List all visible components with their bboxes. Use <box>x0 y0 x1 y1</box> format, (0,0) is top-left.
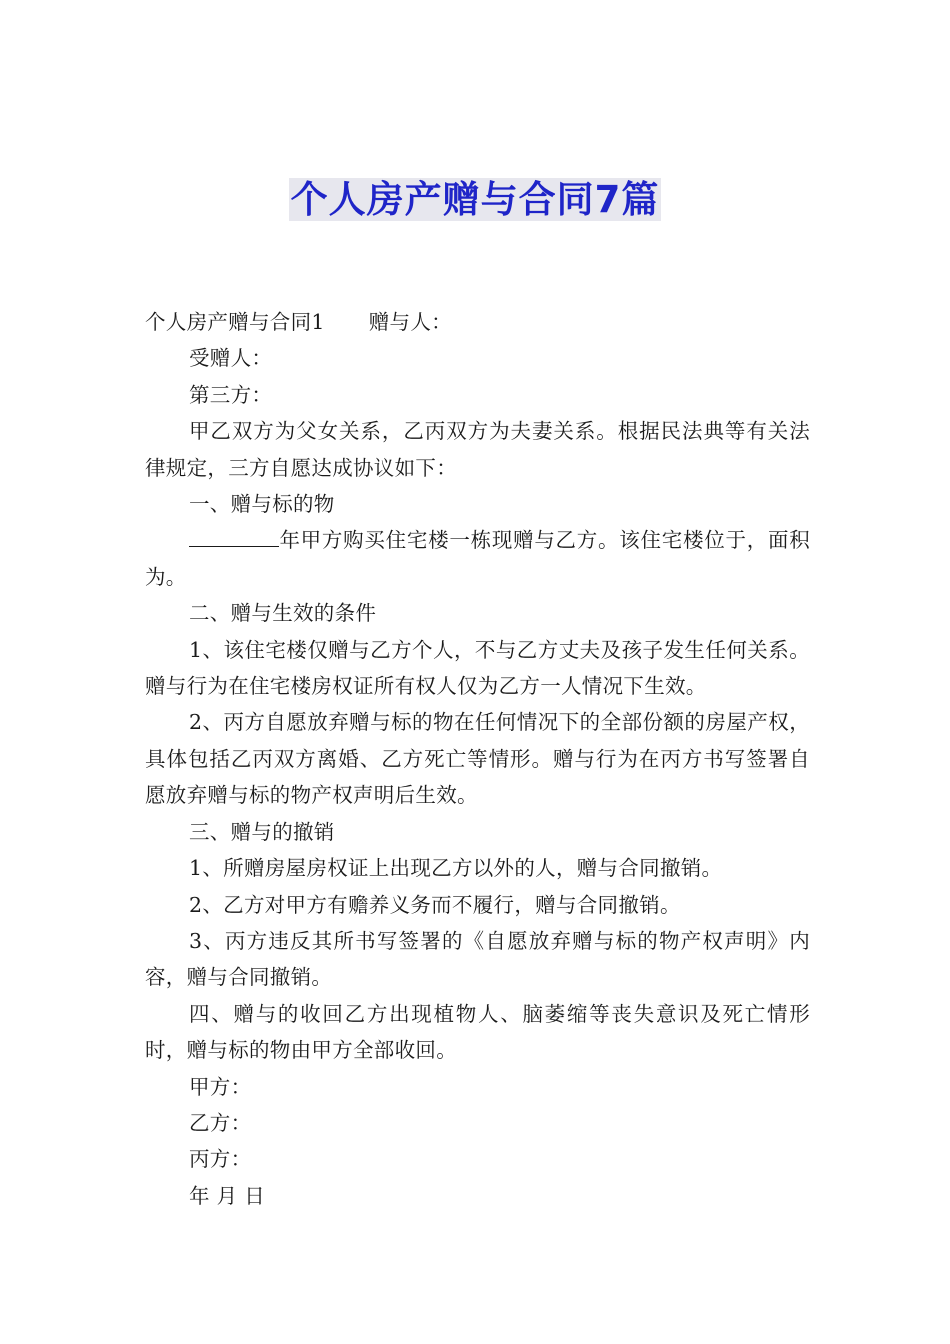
section-heading-3: 三、赠与的撤销 <box>189 819 335 844</box>
revocation-1-paragraph: 1、所赠房屋房权证上出现乙方以外的人，赠与合同撤销。 <box>189 856 723 881</box>
section-heading-1: 一、赠与标的物 <box>189 492 335 517</box>
section-4-paragraph: 四、赠与的收回乙方出现植物人、脑萎缩等丧失意识及死亡情形时，赠与标的物由甲方全部收回。 <box>145 1001 810 1063</box>
condition-1-paragraph: 1、该住宅楼仅赠与乙方个人，不与乙方丈夫及孩子发生任何关系。赠与行为在住宅楼房权证所有权人仅为乙方一人情况下生效。 <box>145 637 810 699</box>
section-heading-2: 二、赠与生效的条件 <box>189 601 377 626</box>
party-c-signature-line: 丙方： <box>189 1147 252 1172</box>
party-a-signature-line: 甲方： <box>189 1074 252 1099</box>
document-title <box>0 172 950 228</box>
recipient-line: 受赠人： <box>189 346 273 371</box>
party-b-signature-line: 乙方： <box>189 1110 252 1135</box>
document-body <box>145 304 810 1214</box>
donor-label: 赠与人： <box>368 310 452 334</box>
gift-object-text: 年甲方购买住宅楼一栋现赠与乙方。该住宅楼位于，面积为。 <box>145 528 810 589</box>
contract-heading: 个人房产赠与合同1 <box>145 310 325 334</box>
revocation-2-paragraph: 2、乙方对甲方有赡养义务而不履行，赠与合同撤销。 <box>189 892 681 917</box>
third-party-line: 第三方： <box>189 382 273 407</box>
document-title-text: 个人房产赠与合同7篇 <box>290 178 660 221</box>
revocation-3-paragraph: 3、丙方违反其所书写签署的《自愿放弃赠与标的物产权声明》内容，赠与合同撤销。 <box>145 928 810 990</box>
date-line: 年 月 日 <box>189 1183 266 1208</box>
first-line <box>145 304 810 340</box>
preamble-paragraph: 甲乙双方为父女关系，乙丙双方为夫妻关系。根据民法典等有关法律规定，三方自愿达成协议如下： <box>145 419 810 480</box>
condition-2-paragraph: 2、丙方自愿放弃赠与标的物在任何情况下的全部份额的房屋产权，具体包括乙丙双方离婚、乙方死亡等情形。赠与行为在丙方书写签署自愿放弃赠与标的物产权声明后生效。 <box>145 710 810 808</box>
gift-object-paragraph <box>145 522 810 595</box>
year-blank-underline <box>189 524 279 547</box>
